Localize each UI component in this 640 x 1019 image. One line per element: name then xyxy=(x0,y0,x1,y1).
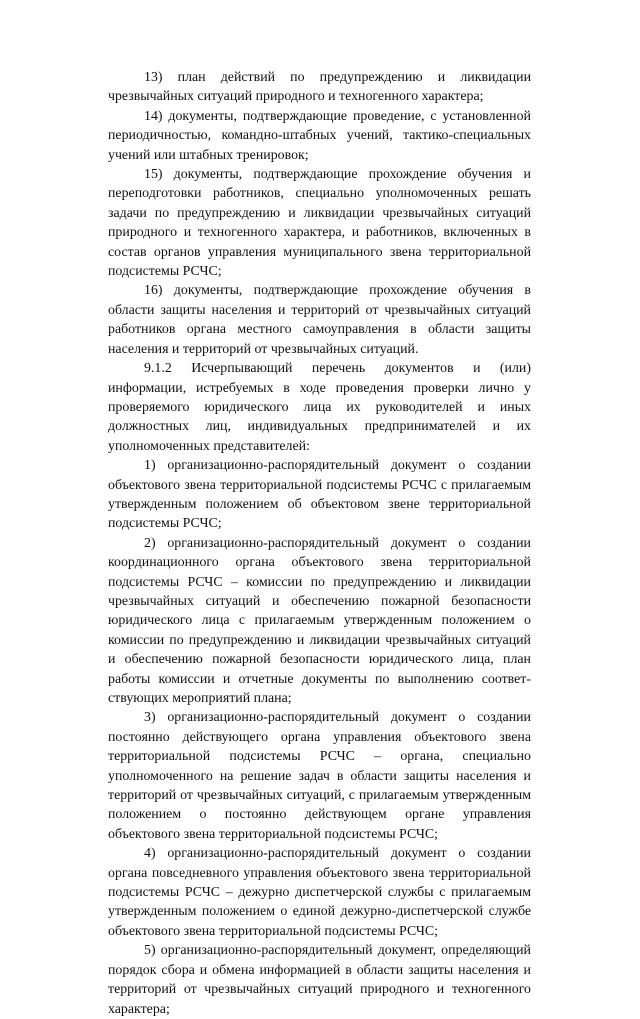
paragraph-list-item-3: 3) организационно-распорядительный документ о создании постоянно действующего органа управления объектового звена территориальной подсистемы РСЧС – органа, специально уполномоченного на решение задач в области защиты населения и территорий от чрезвычайных ситуаций, с прилагаемым утвержденным положением о постоянно действующем органе управления объектового звена территориальной подсистемы РСЧС; xyxy=(108,710,531,842)
paragraph-list-item-4: 4) организационно-распорядительный документ о создании органа повседневного управления объектового звена территориальной подсистемы РСЧС – дежурно диспетчерской службы с прилагаемым утвержденным положением о единой дежурно-диспетчерской службе объектового звена территориальной подсистемы РСЧС; xyxy=(108,846,531,939)
paragraph-item-14: 14) документы, подтверждающие проведение, с установленной периодичностью, командно-штабных учений, тактико-специальных учений или штабных тренировок; xyxy=(108,108,531,163)
paragraph-section-9-1-2: 9.1.2 Исчерпывающий перечень документов и (или) информации, истребуемых в ходе проведения проверки лично у проверяемого юридического лица их руководителей и иных должностных лиц, индивидуальных предпринимателей и их уполномоченных представителей: xyxy=(108,361,531,454)
document-body xyxy=(108,68,531,1019)
paragraph-list-item-5: 5) организационно-распорядительный документ, определяющий порядок сбора и обмена информацией в области защиты населения и территорий от чрезвычайных ситуаций природного и техногенного характера; xyxy=(108,943,531,1017)
paragraph-item-16: 16) документы, подтверждающие прохождение обучения в области защиты населения и территорий от чрезвычайных ситуаций работников органа местного самоуправления в области защиты населения и территорий от чрезвычайных ситуаций. xyxy=(108,283,531,357)
paragraph-item-15: 15) документы, подтверждающие прохождение обучения и переподготовки работников, специально уполномоченных решать задачи по предупреждению и ликвидации чрезвычайных ситуаций природного и техногенного характера, и работников, включенных в состав органов управления муниципального звена территориальной подсистемы РСЧС; xyxy=(108,167,531,280)
paragraph-list-item-2: 2) организационно-распорядительный документ о создании координационного органа объектового звена территориальной подсистемы РСЧС – комиссии по предупреждению и ликвидации чрезвычайных ситуаций и обеспечению пожарной безопасности юридического лица с прилагаемым утвержденным положением о комиссии по предупреждению и ликвидации чрезвычайных ситуаций и обеспечению пожарной безопасности юридического лица, план работы комиссии и отчетные документы по выполнению соответствующих мероприятий плана; xyxy=(108,535,531,706)
paragraph-list-item-1: 1) организационно-распорядительный документ о создании объектового звена территориальной подсистемы РСЧС с прилагаемым утвержденным положением об объектовом звене территориальной подсистемы РСЧС; xyxy=(108,458,531,532)
paragraph-item-13: 13) план действий по предупреждению и ликвидации чрезвычайных ситуаций природного и техногенного характера; xyxy=(108,70,531,105)
